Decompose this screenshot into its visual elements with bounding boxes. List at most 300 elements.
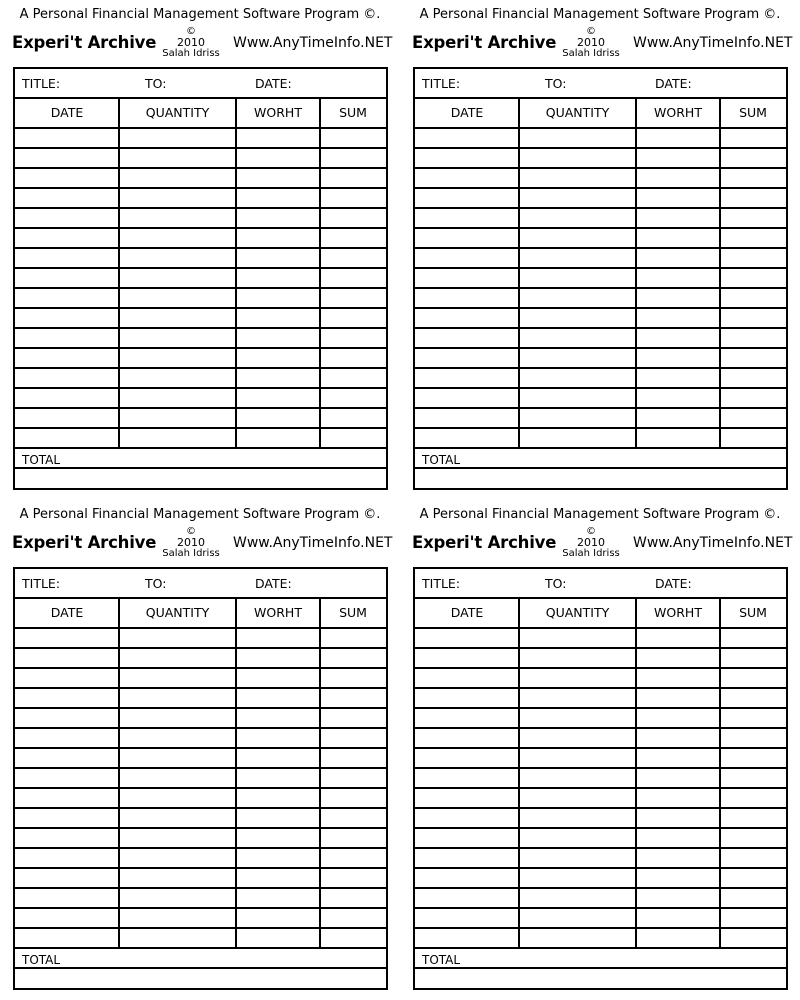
copyright-year: 2010 — [177, 536, 205, 549]
entry-cell-sum[interactable] — [320, 809, 384, 827]
entry-cell-date[interactable] — [15, 329, 117, 347]
entry-cell-date[interactable] — [15, 909, 117, 927]
entry-cell-date[interactable] — [415, 649, 517, 667]
entry-cell-sum[interactable] — [720, 229, 784, 247]
entry-cell-worht[interactable] — [636, 629, 718, 647]
entry-cell-sum[interactable] — [720, 869, 784, 887]
entry-cell-sum[interactable] — [320, 209, 384, 227]
entry-cell-worht[interactable] — [636, 409, 718, 427]
entry-cell-worht[interactable] — [236, 369, 318, 387]
entry-cell-sum[interactable] — [320, 429, 384, 447]
entry-cell-sum[interactable] — [720, 409, 784, 427]
entry-cell-worht[interactable] — [236, 309, 318, 327]
entry-cell-quantity[interactable] — [519, 389, 634, 407]
entry-cell-worht[interactable] — [636, 889, 718, 907]
entry-cell-sum[interactable] — [720, 269, 784, 287]
entry-cell-worht[interactable] — [236, 809, 318, 827]
entry-cell-sum[interactable] — [320, 249, 384, 267]
entry-cell-sum[interactable] — [320, 909, 384, 927]
entry-cell-quantity[interactable] — [119, 689, 234, 707]
entry-cell-date[interactable] — [415, 249, 517, 267]
entry-cell-date[interactable] — [415, 729, 517, 747]
entry-cell-date[interactable] — [15, 829, 117, 847]
entry-cell-worht[interactable] — [636, 929, 718, 947]
entry-cell-quantity[interactable] — [119, 189, 234, 207]
entry-cell-worht[interactable] — [636, 869, 718, 887]
column-header-row — [415, 599, 786, 629]
entry-cell-date[interactable] — [15, 229, 117, 247]
entry-cell-worht[interactable] — [236, 729, 318, 747]
entry-cell-worht[interactable] — [636, 669, 718, 687]
entry-cell-sum[interactable] — [720, 749, 784, 767]
entry-cell-date[interactable] — [415, 229, 517, 247]
entry-cell-sum[interactable] — [320, 269, 384, 287]
entry-cell-worht[interactable] — [636, 309, 718, 327]
entry-cell-worht[interactable] — [636, 749, 718, 767]
entry-cell-sum[interactable] — [320, 749, 384, 767]
entry-cell-quantity[interactable] — [119, 869, 234, 887]
entry-cell-sum[interactable] — [320, 229, 384, 247]
entry-cell-worht[interactable] — [636, 789, 718, 807]
entry-cell-worht[interactable] — [236, 749, 318, 767]
entry-cell-quantity[interactable] — [519, 649, 634, 667]
entry-cell-worht[interactable] — [636, 169, 718, 187]
entry-cell-date[interactable] — [415, 869, 517, 887]
website-link[interactable]: Www.AnyTimeInfo.NET — [633, 535, 793, 551]
entry-cell-worht[interactable] — [236, 889, 318, 907]
entry-cell-sum[interactable] — [320, 689, 384, 707]
meta-row — [415, 69, 786, 99]
entry-cell-sum[interactable] — [320, 729, 384, 747]
entry-cell-quantity[interactable] — [119, 749, 234, 767]
entry-cell-worht[interactable] — [236, 209, 318, 227]
entry-cell-quantity[interactable] — [119, 349, 234, 367]
entry-cell-worht[interactable] — [236, 229, 318, 247]
entry-cell-date[interactable] — [15, 309, 117, 327]
entry-cell-quantity[interactable] — [519, 369, 634, 387]
entry-cell-quantity[interactable] — [119, 209, 234, 227]
entry-cell-worht[interactable] — [636, 429, 718, 447]
entry-cell-sum[interactable] — [720, 889, 784, 907]
entry-cell-date[interactable] — [415, 169, 517, 187]
total-label: TOTAL — [422, 453, 461, 467]
entry-cell-quantity[interactable] — [519, 669, 634, 687]
ledger-sheet — [413, 67, 788, 490]
entry-cell-quantity[interactable] — [119, 289, 234, 307]
entry-cell-quantity[interactable] — [119, 909, 234, 927]
entry-cell-sum[interactable] — [720, 809, 784, 827]
copyright-symbol: © — [186, 526, 196, 537]
entry-cell-sum[interactable] — [720, 149, 784, 167]
entry-cell-sum[interactable] — [320, 669, 384, 687]
entry-cell-worht[interactable] — [636, 389, 718, 407]
entry-cell-quantity[interactable] — [519, 869, 634, 887]
ledger-sheet — [413, 567, 788, 990]
column-header-date: DATE — [450, 605, 484, 620]
entry-cell-sum[interactable] — [320, 309, 384, 327]
entry-cell-date[interactable] — [15, 169, 117, 187]
entry-cell-quantity[interactable] — [119, 809, 234, 827]
entry-cell-quantity[interactable] — [519, 409, 634, 427]
entry-cell-date[interactable] — [15, 249, 117, 267]
total-label: TOTAL — [22, 953, 61, 967]
entry-cell-sum[interactable] — [720, 909, 784, 927]
entry-cell-quantity[interactable] — [119, 849, 234, 867]
entry-cell-quantity[interactable] — [519, 929, 634, 947]
entry-cell-date[interactable] — [415, 389, 517, 407]
entry-cell-quantity[interactable] — [119, 229, 234, 247]
entry-cell-sum[interactable] — [320, 649, 384, 667]
entry-cell-date[interactable] — [15, 649, 117, 667]
title-field-label[interactable]: TITLE: — [22, 76, 61, 91]
to-field-label[interactable]: TO: — [145, 76, 167, 91]
entry-cell-quantity[interactable] — [519, 229, 634, 247]
entry-cell-date[interactable] — [15, 369, 117, 387]
entry-cell-date[interactable] — [15, 269, 117, 287]
entry-cell-sum[interactable] — [320, 829, 384, 847]
entry-cell-quantity[interactable] — [519, 629, 634, 647]
entry-cell-date[interactable] — [415, 149, 517, 167]
entry-cell-date[interactable] — [15, 189, 117, 207]
entry-cell-sum[interactable] — [720, 169, 784, 187]
copyright-block — [147, 526, 235, 559]
entry-cell-worht[interactable] — [636, 709, 718, 727]
entry-cell-quantity[interactable] — [119, 889, 234, 907]
entry-cell-date[interactable] — [415, 429, 517, 447]
entry-cell-date[interactable] — [15, 389, 117, 407]
entry-cell-sum[interactable] — [720, 929, 784, 947]
row-divider — [15, 447, 386, 449]
entry-cell-sum[interactable] — [320, 929, 384, 947]
entry-cell-worht[interactable] — [636, 209, 718, 227]
entry-cell-date[interactable] — [415, 689, 517, 707]
entry-cell-sum[interactable] — [720, 689, 784, 707]
entry-cell-date[interactable] — [15, 769, 117, 787]
to-field-label[interactable]: TO: — [545, 76, 567, 91]
entry-cell-sum[interactable] — [720, 829, 784, 847]
entry-cell-worht[interactable] — [636, 829, 718, 847]
entry-cell-sum[interactable] — [720, 849, 784, 867]
title-field-label[interactable]: TITLE: — [422, 76, 461, 91]
date-field-label[interactable]: DATE: — [655, 576, 692, 591]
entry-cell-worht[interactable] — [236, 389, 318, 407]
title-field-label[interactable]: TITLE: — [422, 576, 461, 591]
entry-cell-quantity[interactable] — [119, 389, 234, 407]
entry-cell-worht[interactable] — [636, 129, 718, 147]
column-header-date: DATE — [50, 605, 84, 620]
entry-cell-quantity[interactable] — [519, 289, 634, 307]
entry-cell-worht[interactable] — [236, 689, 318, 707]
entry-cell-worht[interactable] — [636, 349, 718, 367]
entry-cell-sum[interactable] — [720, 649, 784, 667]
entry-cell-date[interactable] — [415, 769, 517, 787]
entry-cell-worht[interactable] — [636, 289, 718, 307]
entry-cell-quantity[interactable] — [119, 829, 234, 847]
entry-cell-date[interactable] — [15, 349, 117, 367]
entry-cell-quantity[interactable] — [519, 689, 634, 707]
to-field-label[interactable]: TO: — [145, 576, 167, 591]
entry-cell-worht[interactable] — [236, 769, 318, 787]
entry-cell-date[interactable] — [15, 869, 117, 887]
entry-cell-date[interactable] — [15, 889, 117, 907]
entry-cell-date[interactable] — [415, 829, 517, 847]
entry-cell-worht[interactable] — [236, 149, 318, 167]
entry-cell-worht[interactable] — [236, 289, 318, 307]
entry-cell-quantity[interactable] — [519, 909, 634, 927]
entry-cell-date[interactable] — [415, 749, 517, 767]
entry-cell-quantity[interactable] — [519, 309, 634, 327]
app-title: Experi't Archive — [12, 33, 157, 52]
entry-cell-quantity[interactable] — [519, 349, 634, 367]
entry-cell-sum[interactable] — [720, 189, 784, 207]
entry-cell-sum[interactable] — [320, 369, 384, 387]
entry-cell-worht[interactable] — [236, 249, 318, 267]
entry-cell-worht[interactable] — [636, 809, 718, 827]
entry-cell-date[interactable] — [415, 889, 517, 907]
entry-cell-quantity[interactable] — [119, 429, 234, 447]
entry-cell-worht[interactable] — [236, 429, 318, 447]
entry-cell-worht[interactable] — [636, 729, 718, 747]
entry-cell-date[interactable] — [415, 129, 517, 147]
entry-cell-worht[interactable] — [236, 649, 318, 667]
entry-cell-sum[interactable] — [320, 789, 384, 807]
entry-cell-date[interactable] — [15, 629, 117, 647]
entry-cell-worht[interactable] — [636, 369, 718, 387]
entry-cell-sum[interactable] — [720, 309, 784, 327]
entry-cell-worht[interactable] — [236, 869, 318, 887]
entry-cell-date[interactable] — [15, 849, 117, 867]
entry-cell-worht[interactable] — [636, 249, 718, 267]
entry-cell-date[interactable] — [15, 209, 117, 227]
entry-cell-date[interactable] — [415, 629, 517, 647]
entry-cell-quantity[interactable] — [119, 729, 234, 747]
entry-cell-quantity[interactable] — [519, 189, 634, 207]
entry-cell-date[interactable] — [15, 929, 117, 947]
entry-cell-quantity[interactable] — [119, 709, 234, 727]
entry-cell-quantity[interactable] — [519, 429, 634, 447]
entry-cell-worht[interactable] — [236, 269, 318, 287]
entry-cell-worht[interactable] — [236, 349, 318, 367]
entry-cell-worht[interactable] — [636, 909, 718, 927]
entry-cell-quantity[interactable] — [519, 209, 634, 227]
entry-cell-quantity[interactable] — [119, 249, 234, 267]
entry-cell-quantity[interactable] — [119, 329, 234, 347]
entry-cell-quantity[interactable] — [119, 269, 234, 287]
entry-cell-quantity[interactable] — [519, 749, 634, 767]
entry-cell-worht[interactable] — [636, 229, 718, 247]
tagline: A Personal Financial Management Software Program ©. — [19, 7, 381, 22]
entry-cell-worht[interactable] — [236, 169, 318, 187]
total-value-cell[interactable] — [415, 969, 786, 988]
entry-cell-sum[interactable] — [720, 729, 784, 747]
entry-cell-worht[interactable] — [636, 769, 718, 787]
entry-cell-quantity[interactable] — [519, 889, 634, 907]
entry-cell-worht[interactable] — [636, 689, 718, 707]
entry-cell-date[interactable] — [415, 269, 517, 287]
total-value-cell[interactable] — [15, 469, 386, 488]
entry-cell-worht[interactable] — [636, 649, 718, 667]
entry-cell-sum[interactable] — [320, 289, 384, 307]
entry-cell-quantity[interactable] — [519, 849, 634, 867]
entry-cell-worht[interactable] — [236, 409, 318, 427]
entry-cell-date[interactable] — [415, 909, 517, 927]
entry-cell-sum[interactable] — [320, 149, 384, 167]
entry-cell-quantity[interactable] — [119, 369, 234, 387]
entry-cell-quantity[interactable] — [119, 929, 234, 947]
entry-cell-quantity[interactable] — [119, 629, 234, 647]
entry-cell-sum[interactable] — [720, 669, 784, 687]
entry-cell-quantity[interactable] — [519, 769, 634, 787]
entry-cell-worht[interactable] — [236, 709, 318, 727]
entry-cell-date[interactable] — [415, 369, 517, 387]
entry-cell-date[interactable] — [415, 849, 517, 867]
entry-cell-sum[interactable] — [720, 709, 784, 727]
entry-cell-sum[interactable] — [720, 289, 784, 307]
column-header-sum: SUM — [739, 605, 767, 620]
entry-cell-date[interactable] — [415, 669, 517, 687]
entry-cell-worht[interactable] — [236, 789, 318, 807]
copyright-block — [147, 26, 235, 59]
entry-cell-sum[interactable] — [720, 629, 784, 647]
entry-cell-date[interactable] — [15, 689, 117, 707]
entry-cell-worht[interactable] — [236, 629, 318, 647]
title-field-label[interactable]: TITLE: — [22, 576, 61, 591]
entry-cell-quantity[interactable] — [519, 709, 634, 727]
entry-cell-sum[interactable] — [320, 129, 384, 147]
entry-cell-date[interactable] — [415, 709, 517, 727]
date-field-label[interactable]: DATE: — [255, 76, 292, 91]
date-field-label[interactable]: DATE: — [255, 576, 292, 591]
entry-cell-sum[interactable] — [320, 709, 384, 727]
entry-cell-date[interactable] — [415, 329, 517, 347]
website-link[interactable]: Www.AnyTimeInfo.NET — [233, 535, 393, 551]
copyright-symbol: © — [586, 526, 596, 537]
entry-cell-quantity[interactable] — [519, 169, 634, 187]
entry-cell-worht[interactable] — [236, 129, 318, 147]
entry-cell-sum[interactable] — [320, 629, 384, 647]
entry-cell-date[interactable] — [15, 429, 117, 447]
total-value-cell[interactable] — [415, 469, 786, 488]
entry-cell-sum[interactable] — [320, 409, 384, 427]
total-label: TOTAL — [22, 453, 61, 467]
entry-cell-date[interactable] — [15, 409, 117, 427]
entry-cell-quantity[interactable] — [519, 809, 634, 827]
column-header-row — [15, 99, 386, 129]
entry-cell-worht[interactable] — [636, 189, 718, 207]
entry-cell-sum[interactable] — [720, 249, 784, 267]
entry-cell-worht[interactable] — [236, 189, 318, 207]
entry-cell-quantity[interactable] — [119, 789, 234, 807]
entry-cell-sum[interactable] — [320, 349, 384, 367]
entry-cell-sum[interactable] — [720, 349, 784, 367]
entry-cell-quantity[interactable] — [119, 769, 234, 787]
copyright-block — [547, 26, 635, 59]
entry-cell-quantity[interactable] — [119, 169, 234, 187]
entry-cell-worht[interactable] — [236, 849, 318, 867]
website-link[interactable]: Www.AnyTimeInfo.NET — [633, 35, 793, 51]
entry-cell-sum[interactable] — [720, 329, 784, 347]
entry-cell-date[interactable] — [415, 929, 517, 947]
entry-cell-quantity[interactable] — [519, 729, 634, 747]
entry-cell-quantity[interactable] — [119, 309, 234, 327]
total-value-cell[interactable] — [15, 969, 386, 988]
entry-cell-quantity[interactable] — [519, 129, 634, 147]
entry-cell-date[interactable] — [15, 289, 117, 307]
entry-cell-sum[interactable] — [320, 169, 384, 187]
entry-cell-date[interactable] — [415, 309, 517, 327]
entry-cell-worht[interactable] — [236, 829, 318, 847]
entry-cell-quantity[interactable] — [519, 149, 634, 167]
entry-cell-sum[interactable] — [320, 389, 384, 407]
entry-cell-sum[interactable] — [320, 849, 384, 867]
entry-cell-worht[interactable] — [636, 849, 718, 867]
entry-cell-date[interactable] — [415, 189, 517, 207]
entry-cell-quantity[interactable] — [119, 149, 234, 167]
entry-cell-quantity[interactable] — [519, 789, 634, 807]
column-header-date: DATE — [50, 105, 84, 120]
entry-cell-sum[interactable] — [720, 429, 784, 447]
copyright-year: 2010 — [577, 36, 605, 49]
column-header-worht: WORHT — [654, 605, 702, 620]
entry-cell-worht[interactable] — [636, 329, 718, 347]
entry-cell-date[interactable] — [15, 809, 117, 827]
tagline: A Personal Financial Management Software Program ©. — [19, 507, 381, 522]
entry-cell-worht[interactable] — [636, 149, 718, 167]
entry-cell-sum[interactable] — [720, 129, 784, 147]
entry-cell-date[interactable] — [15, 749, 117, 767]
entry-cell-sum[interactable] — [720, 369, 784, 387]
entry-cell-date[interactable] — [415, 349, 517, 367]
entry-cell-sum[interactable] — [320, 889, 384, 907]
entry-cell-date[interactable] — [415, 809, 517, 827]
entry-cell-worht[interactable] — [236, 909, 318, 927]
entry-cell-sum[interactable] — [320, 869, 384, 887]
entry-cell-quantity[interactable] — [119, 669, 234, 687]
entry-cell-quantity[interactable] — [519, 269, 634, 287]
entry-cell-worht[interactable] — [236, 669, 318, 687]
entry-cell-worht[interactable] — [636, 269, 718, 287]
entry-cell-sum[interactable] — [320, 769, 384, 787]
entry-cell-date[interactable] — [15, 129, 117, 147]
entry-cell-date[interactable] — [415, 209, 517, 227]
entry-cell-quantity[interactable] — [519, 329, 634, 347]
entry-cell-quantity[interactable] — [119, 129, 234, 147]
website-link[interactable]: Www.AnyTimeInfo.NET — [233, 35, 393, 51]
entry-cell-sum[interactable] — [720, 389, 784, 407]
entry-cell-quantity[interactable] — [119, 409, 234, 427]
entry-cell-date[interactable] — [15, 669, 117, 687]
entry-cell-sum[interactable] — [720, 769, 784, 787]
entry-cell-date[interactable] — [415, 409, 517, 427]
entry-cell-worht[interactable] — [236, 929, 318, 947]
date-field-label[interactable]: DATE: — [655, 76, 692, 91]
entry-cell-quantity[interactable] — [119, 649, 234, 667]
entry-cell-date[interactable] — [415, 289, 517, 307]
entry-cell-quantity[interactable] — [519, 829, 634, 847]
entry-cell-sum[interactable] — [320, 329, 384, 347]
entry-cell-sum[interactable] — [320, 189, 384, 207]
entry-cell-quantity[interactable] — [519, 249, 634, 267]
entry-cell-date[interactable] — [15, 729, 117, 747]
entry-cell-sum[interactable] — [720, 789, 784, 807]
entry-cell-sum[interactable] — [720, 209, 784, 227]
entry-cell-date[interactable] — [15, 789, 117, 807]
entry-cell-date[interactable] — [415, 789, 517, 807]
to-field-label[interactable]: TO: — [545, 576, 567, 591]
entry-cell-worht[interactable] — [236, 329, 318, 347]
entry-cell-date[interactable] — [15, 149, 117, 167]
entry-cell-date[interactable] — [15, 709, 117, 727]
